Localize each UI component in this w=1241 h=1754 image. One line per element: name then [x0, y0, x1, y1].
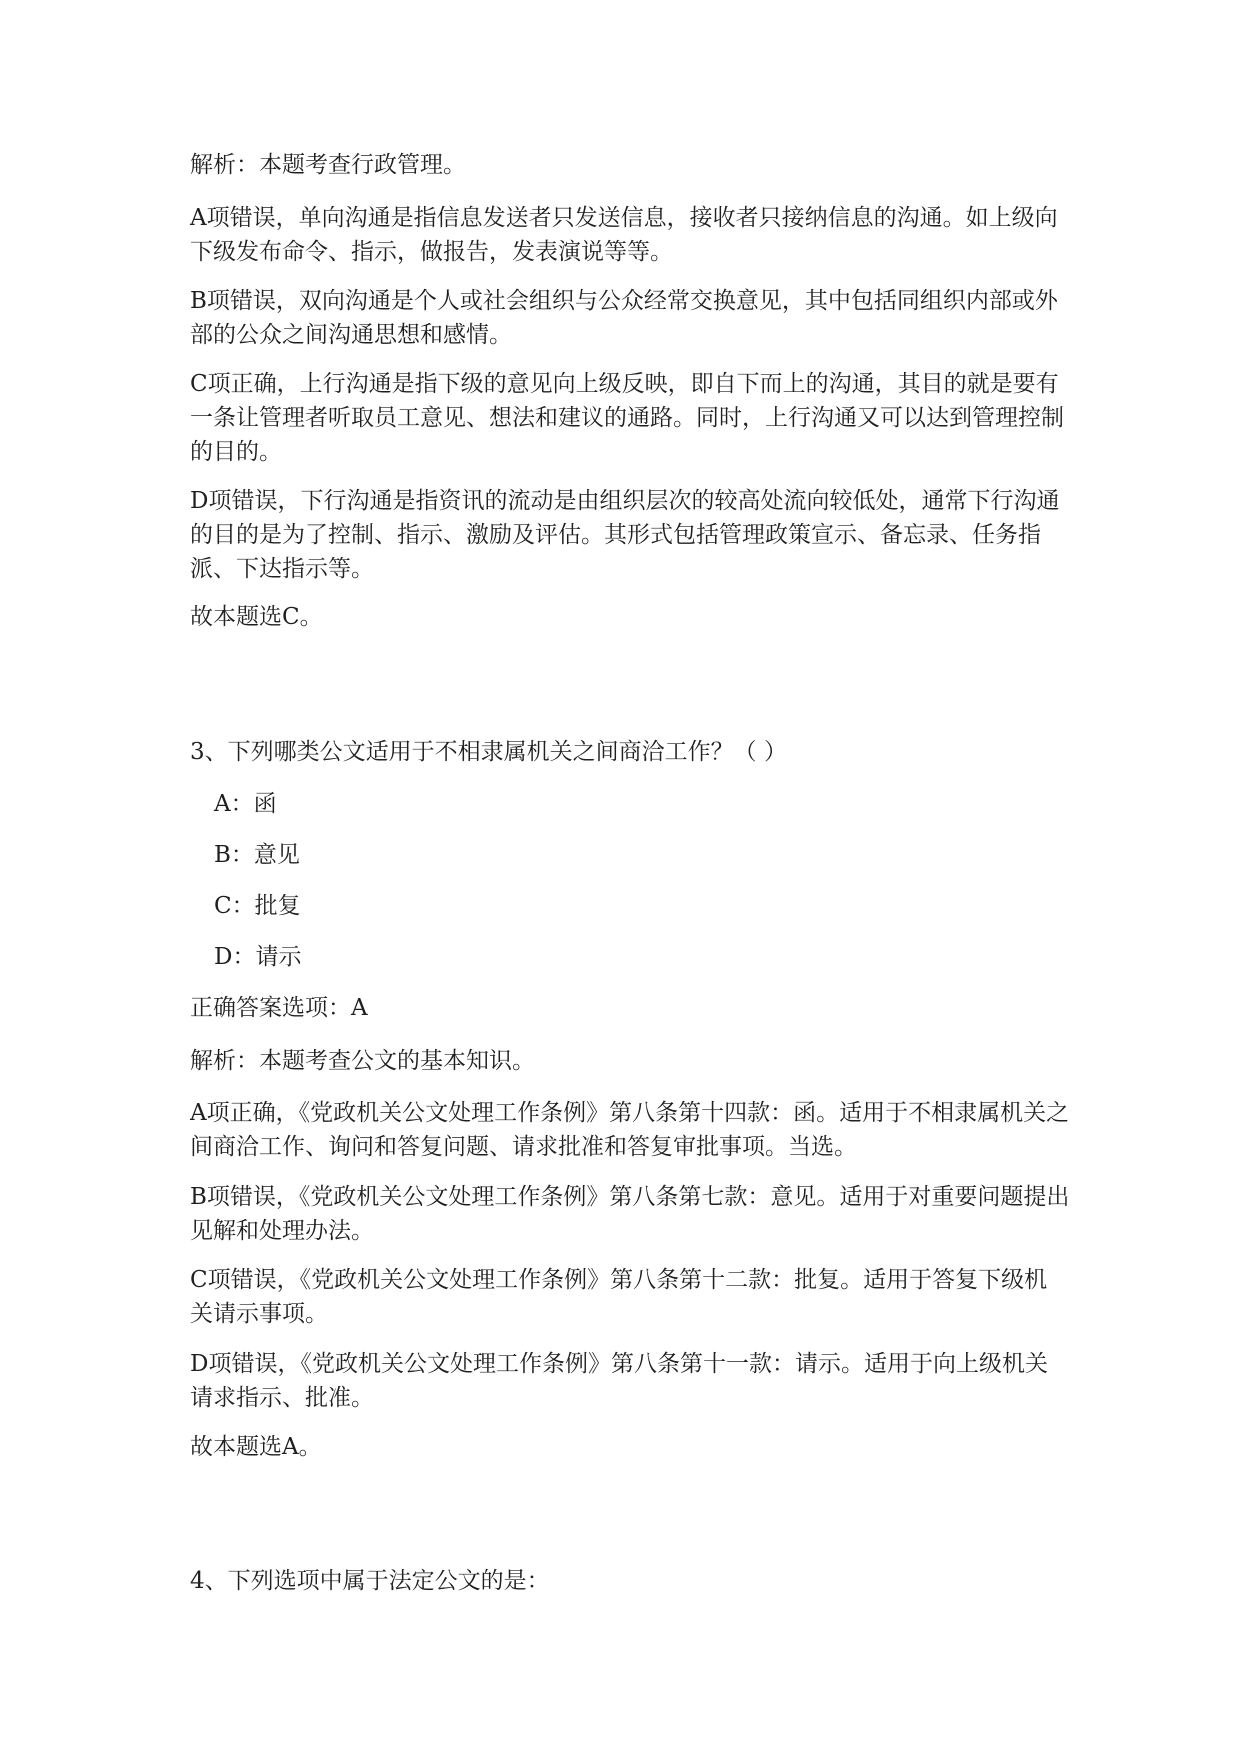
question-3-conclusion: 故本题选A。 [190, 1434, 322, 1460]
question-3-analysis: 解析：本题考查公文的基本知识。 [190, 1048, 535, 1074]
explanation-option-a: A项错误，单向沟通是指信息发送者只发送信息，接收者只接纳信息的沟通。如上级向下级发布命令、指示，做报告，发表演说等等。 [190, 205, 1058, 265]
question-3-explanation-b: B项错误，《党政机关公文处理工作条例》第八条第七款：意见。适用于对重要问题提出见解和处理办法。 [190, 1184, 1070, 1244]
question-3-explanation-a: A项正确，《党政机关公文处理工作条例》第八条第十四款：函。适用于不相隶属机关之间商洽工作、询问和答复问题、请求批准和答复审批事项。当选。 [190, 1100, 1070, 1160]
question-4-stem: 4、下列选项中属于法定公文的是： [190, 1568, 550, 1594]
question-3-option-b: B：意见 [214, 842, 300, 868]
question-3-option-c: C：批复 [214, 893, 301, 919]
explanation-option-b: B项错误，双向沟通是个人或社会组织与公众经常交换意见，其中包括同组织内部或外部的公众之间沟通思想和感情。 [190, 288, 1058, 348]
explanation-option-d: D项错误，下行沟通是指资讯的流动是由组织层次的较高处流向较低处，通常下行沟通的目的是为了控制、指示、激励及评估。其形式包括管理政策宣示、备忘录、任务指派、下达指示等。 [190, 488, 1060, 582]
question-3-explanation-c: C项错误，《党政机关公文处理工作条例》第八条第十二款：批复。适用于答复下级机关请示事项。 [190, 1267, 1048, 1327]
explanation-option-c: C项正确，上行沟通是指下级的意见向上级反映，即自下而上的沟通，其目的就是要有一条让管理者听取员工意见、想法和建议的通路。同时，上行沟通又可以达到管理控制的目的。 [190, 371, 1064, 465]
question-3-explanation-d: D项错误，《党政机关公文处理工作条例》第八条第十一款：请示。适用于向上级机关请求指示、批准。 [190, 1351, 1048, 1411]
question-3-option-a: A：函 [214, 791, 277, 817]
question-3-option-d: D：请示 [214, 944, 302, 970]
conclusion-line: 故本题选C。 [190, 604, 323, 630]
question-3-answer: 正确答案选项：A [190, 995, 368, 1021]
analysis-line: 解析：本题考查行政管理。 [190, 152, 466, 178]
question-3-stem: 3、下列哪类公文适用于不相隶属机关之间商洽工作？（ ） [190, 739, 787, 765]
